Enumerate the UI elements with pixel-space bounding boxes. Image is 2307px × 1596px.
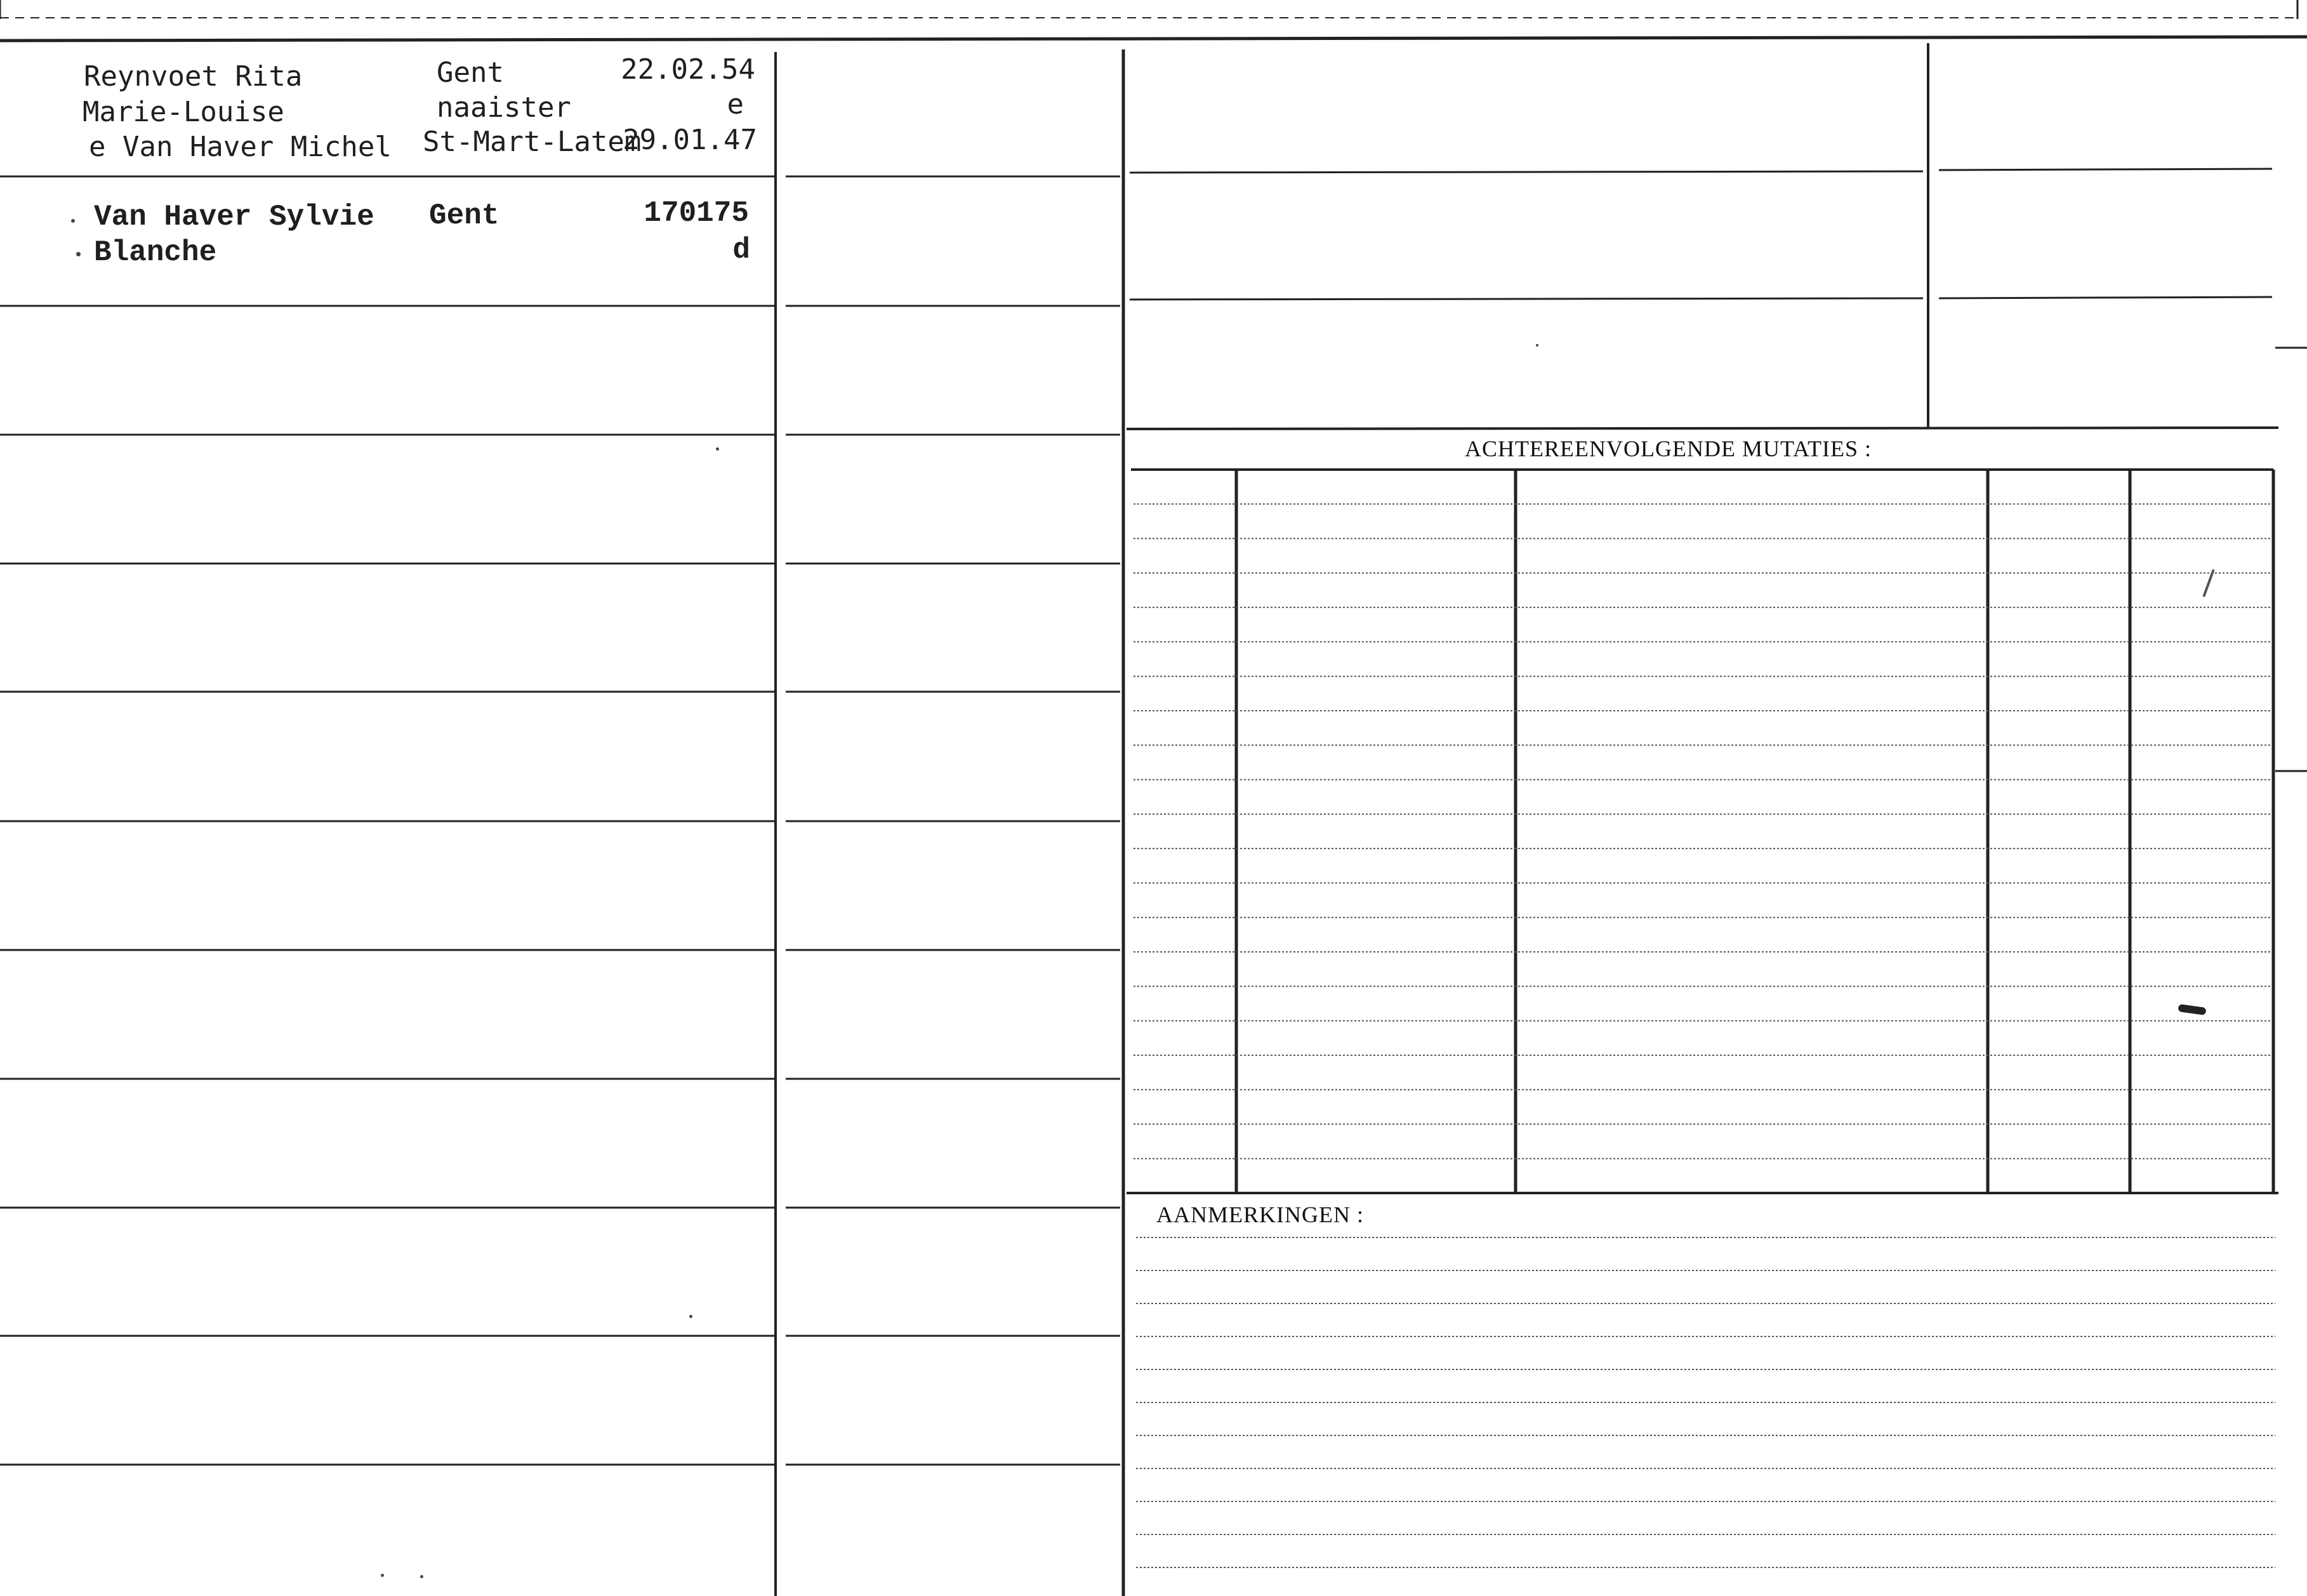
upper-right-row-line-1 — [1130, 171, 1923, 173]
entry-2-number-line-2: d — [732, 234, 750, 267]
remarks-heading: AANMERKINGEN : — [1156, 1202, 1364, 1227]
entry-1-name-line-3: e Van Haver Michel — [89, 131, 392, 163]
scan-speck — [420, 1575, 423, 1578]
entry-2-place-line-1: Gent — [429, 199, 499, 232]
entry-1-name-line-2: Marie-Louise — [83, 96, 284, 128]
entry-1-place-line-2: naaister — [437, 91, 571, 124]
top-heavy-rule — [0, 37, 2307, 41]
scan-speck — [689, 1315, 692, 1318]
scan-speck — [716, 447, 719, 451]
scan-speck — [381, 1574, 384, 1577]
mutations-heading: ACHTEREENVOLGENDE MUTATIES : — [1465, 436, 1872, 461]
entry-2-name-line-1: Van Haver Sylvie — [94, 201, 374, 234]
entry-1-number-line-2: e — [727, 88, 744, 121]
scan-speck — [1536, 344, 1538, 346]
entry-1-number-line-1: 22.02.54 — [621, 53, 755, 86]
entry-1-name-line-1: Reynvoet Rita — [84, 60, 303, 93]
entry-1-number-line-3: 29.01.47 — [623, 124, 757, 156]
upper-right-row-line-2 — [1130, 298, 1923, 300]
entry-2-number-line-1: 170175 — [644, 197, 749, 230]
entry-1-place-line-3: St-Mart-Latem — [423, 126, 642, 158]
entry-1-place-line-1: Gent — [437, 56, 504, 89]
scan-speck — [71, 219, 75, 223]
upper-right-side-line-1 — [1939, 169, 2272, 170]
scan-speck — [76, 252, 81, 256]
entry-2-name-line-2: Blanche — [94, 236, 217, 269]
mutations-top-rule — [1127, 428, 2278, 429]
upper-right-side-line-2 — [1939, 297, 2272, 298]
